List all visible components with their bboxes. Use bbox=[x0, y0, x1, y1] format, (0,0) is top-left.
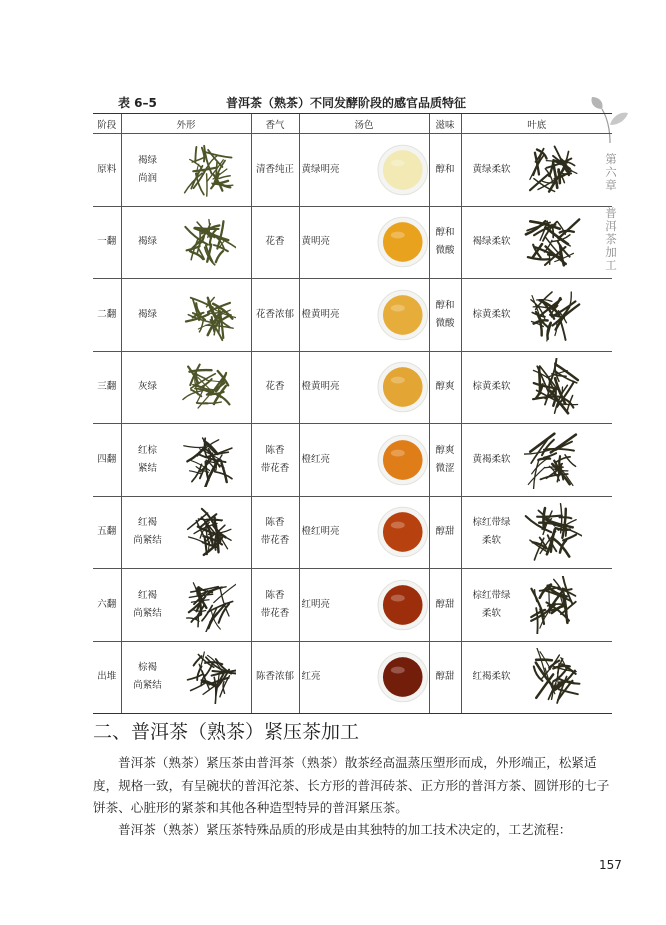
stage-cell: 四翻 bbox=[93, 424, 121, 497]
infused-leaf-cell bbox=[461, 641, 612, 714]
infused-leaf-cell bbox=[461, 569, 612, 642]
table-row bbox=[93, 351, 612, 424]
infused-leaf-line: 棕黄柔软 bbox=[472, 308, 511, 320]
soup-color-text: 黄明亮 bbox=[301, 236, 331, 248]
table-row bbox=[93, 206, 612, 279]
soup-color-text: 橙黄明亮 bbox=[301, 381, 340, 393]
appearance-cell bbox=[121, 424, 251, 497]
stage-cell: 六翻 bbox=[93, 569, 121, 642]
infused-leaf-cell bbox=[461, 424, 612, 497]
soup-color-cell bbox=[299, 569, 429, 642]
table-row bbox=[93, 496, 612, 569]
infused-leaf-text bbox=[462, 587, 522, 623]
tea-soup-cup-icon bbox=[377, 144, 429, 196]
infused-leaf-cell bbox=[461, 496, 612, 569]
appearance-line: 褐绿 bbox=[137, 308, 157, 320]
paragraph: 普洱茶（熟茶）紧压茶由普洱茶（熟茶）散茶经高温蒸压塑形而成，外形端正，松紧适度，规格一致，有呈碗状的普洱沱茶、长方形的普洱砖茶、正方形的普洱方茶、圆饼形的七子饼茶、心脏形的紧茶和其他各种造型特异的普洱紧压茶。 bbox=[93, 755, 610, 815]
taste-cell bbox=[429, 206, 461, 279]
aroma-cell bbox=[251, 496, 299, 569]
appearance-line: 红褐 bbox=[137, 589, 157, 601]
infused-leaf-line: 黄褐柔软 bbox=[472, 453, 511, 465]
appearance-line: 褐绿 bbox=[137, 154, 157, 166]
tea-soup-cup-icon bbox=[377, 434, 429, 486]
appearance-line: 尚紧结 bbox=[133, 607, 162, 619]
infused-leaf-cell bbox=[461, 206, 612, 279]
aroma-cell bbox=[251, 569, 299, 642]
soup-color-cell bbox=[299, 351, 429, 424]
header-infused-leaf: 叶底 bbox=[461, 114, 612, 134]
infused-leaf-text bbox=[462, 451, 522, 469]
soup-color-cell bbox=[299, 279, 429, 352]
soup-color-text: 橙红亮 bbox=[301, 453, 331, 465]
aroma-cell bbox=[251, 279, 299, 352]
infused-leaf-line: 黄绿柔软 bbox=[472, 163, 511, 175]
appearance-line: 红棕 bbox=[137, 444, 157, 456]
appearance-line: 灰绿 bbox=[137, 381, 157, 393]
soup-color-cell bbox=[299, 134, 429, 207]
appearance-line: 尚润 bbox=[137, 172, 157, 184]
infused-leaf-line: 红褐柔软 bbox=[472, 671, 511, 683]
page-number: 157 bbox=[599, 858, 622, 872]
appearance-cell bbox=[121, 206, 251, 279]
taste-line: 醇和 bbox=[435, 163, 455, 175]
infused-leaf-text bbox=[462, 306, 522, 324]
header-aroma: 香气 bbox=[251, 114, 299, 134]
header-appearance: 外形 bbox=[121, 114, 251, 134]
infused-leaf-cell bbox=[461, 351, 612, 424]
aroma-cell bbox=[251, 134, 299, 207]
taste-line: 醇和 bbox=[435, 299, 455, 311]
taste-cell bbox=[429, 496, 461, 569]
aroma-line: 带花香 bbox=[260, 462, 290, 474]
soup-color-cell bbox=[299, 206, 429, 279]
soup-color-text: 黄绿明亮 bbox=[301, 163, 340, 175]
aroma-line: 花香 bbox=[265, 381, 285, 393]
infused-leaf-image bbox=[524, 286, 582, 344]
aroma-cell bbox=[251, 424, 299, 497]
aroma-line: 带花香 bbox=[260, 535, 290, 547]
dry-tea-leaf-image bbox=[182, 433, 236, 487]
taste-line: 微涩 bbox=[435, 462, 455, 474]
aroma-line: 陈香 bbox=[265, 444, 285, 456]
appearance-text bbox=[122, 659, 174, 695]
soup-color-text: 橙红明亮 bbox=[301, 526, 340, 538]
table-header-row bbox=[93, 114, 612, 134]
soup-color-text: 红亮 bbox=[301, 671, 321, 683]
appearance-cell bbox=[121, 351, 251, 424]
infused-leaf-image bbox=[524, 141, 582, 199]
aroma-cell bbox=[251, 206, 299, 279]
taste-cell bbox=[429, 569, 461, 642]
appearance-cell bbox=[121, 569, 251, 642]
infused-leaf-text bbox=[462, 233, 522, 251]
paragraph: 普洱茶（熟茶）紧压茶特殊品质的形成是由其独特的加工技术决定的，工艺流程： bbox=[118, 822, 572, 837]
table-row bbox=[93, 424, 612, 497]
dry-tea-leaf-image bbox=[182, 215, 236, 269]
appearance-text bbox=[122, 442, 174, 478]
appearance-line: 红褐 bbox=[137, 517, 157, 529]
taste-line: 醇和 bbox=[435, 227, 455, 239]
soup-color-cell bbox=[299, 424, 429, 497]
stage-cell: 三翻 bbox=[93, 351, 121, 424]
appearance-text bbox=[122, 378, 174, 396]
table-number: 表 6–5 bbox=[118, 96, 157, 110]
infused-leaf-line: 棕红带绿 bbox=[472, 589, 511, 601]
dry-tea-leaf-image bbox=[182, 578, 236, 632]
soup-color-text: 橙黄明亮 bbox=[301, 308, 340, 320]
taste-line: 醇甜 bbox=[435, 526, 455, 538]
aroma-line: 花香 bbox=[265, 236, 285, 248]
dry-tea-leaf-image bbox=[182, 650, 236, 704]
header-taste: 滋味 bbox=[429, 114, 461, 134]
infused-leaf-text bbox=[462, 378, 522, 396]
appearance-line: 尚紧结 bbox=[133, 535, 162, 547]
taste-cell bbox=[429, 641, 461, 714]
stage-cell: 原料 bbox=[93, 134, 121, 207]
taste-line: 醇甜 bbox=[435, 671, 455, 683]
infused-leaf-line: 褐绿柔软 bbox=[472, 236, 511, 248]
appearance-text bbox=[122, 587, 174, 623]
infused-leaf-line: 棕黄柔软 bbox=[472, 381, 511, 393]
infused-leaf-cell bbox=[461, 279, 612, 352]
tea-soup-cup-icon bbox=[377, 289, 429, 341]
tea-soup-cup-icon bbox=[377, 361, 429, 413]
aroma-line: 陈香 bbox=[265, 589, 285, 601]
table-row bbox=[93, 279, 612, 352]
infused-leaf-cell bbox=[461, 134, 612, 207]
taste-cell bbox=[429, 424, 461, 497]
infused-leaf-text bbox=[462, 514, 522, 550]
aroma-line: 陈香浓郁 bbox=[255, 671, 294, 683]
aroma-cell bbox=[251, 641, 299, 714]
dry-tea-leaf-image bbox=[182, 143, 236, 197]
dry-tea-leaf-image bbox=[182, 505, 236, 559]
tea-soup-cup-icon bbox=[377, 579, 429, 631]
stage-cell: 五翻 bbox=[93, 496, 121, 569]
appearance-line: 尚紧结 bbox=[133, 680, 162, 692]
taste-cell bbox=[429, 279, 461, 352]
infused-leaf-text bbox=[462, 668, 522, 686]
aroma-line: 带花香 bbox=[260, 607, 290, 619]
appearance-cell bbox=[121, 641, 251, 714]
infused-leaf-image bbox=[524, 648, 582, 706]
infused-leaf-text bbox=[462, 161, 522, 179]
soup-color-text: 红明亮 bbox=[301, 598, 331, 610]
tea-soup-cup-icon bbox=[377, 651, 429, 703]
appearance-text bbox=[122, 152, 174, 188]
dry-tea-leaf-image bbox=[182, 288, 236, 342]
soup-color-cell bbox=[299, 641, 429, 714]
table-title: 普洱茶（熟茶）不同发酵阶段的感官品质特征 bbox=[226, 96, 467, 110]
appearance-text bbox=[122, 306, 174, 324]
aroma-line: 陈香 bbox=[265, 517, 285, 529]
taste-line: 微酸 bbox=[435, 245, 455, 257]
dry-tea-leaf-image bbox=[182, 360, 236, 414]
taste-line: 醇甜 bbox=[435, 598, 455, 610]
table-caption bbox=[118, 94, 566, 114]
table-row bbox=[93, 569, 612, 642]
section-heading: 二、普洱茶（熟茶）紧压茶加工 bbox=[93, 721, 360, 743]
taste-line: 微酸 bbox=[435, 317, 455, 329]
infused-leaf-image bbox=[524, 431, 582, 489]
appearance-text bbox=[122, 514, 174, 550]
header-soup-color: 汤色 bbox=[299, 114, 429, 134]
aroma-line: 清香纯正 bbox=[255, 163, 294, 175]
chapter-label: 第六章 bbox=[605, 152, 617, 192]
taste-line: 醇爽 bbox=[435, 381, 455, 393]
table-row bbox=[93, 641, 612, 714]
aroma-cell bbox=[251, 351, 299, 424]
appearance-cell bbox=[121, 279, 251, 352]
taste-cell bbox=[429, 134, 461, 207]
table-row bbox=[93, 134, 612, 207]
appearance-line: 棕褐 bbox=[137, 662, 157, 674]
stage-cell: 二翻 bbox=[93, 279, 121, 352]
stage-cell: 出堆 bbox=[93, 641, 121, 714]
header-stage: 阶段 bbox=[93, 114, 121, 134]
taste-cell bbox=[429, 351, 461, 424]
fermentation-quality-table bbox=[93, 113, 612, 714]
appearance-line: 褐绿 bbox=[137, 236, 157, 248]
soup-color-cell bbox=[299, 496, 429, 569]
infused-leaf-line: 柔软 bbox=[481, 607, 501, 619]
appearance-cell bbox=[121, 496, 251, 569]
appearance-line: 紧结 bbox=[137, 462, 157, 474]
tea-soup-cup-icon bbox=[377, 506, 429, 558]
infused-leaf-image bbox=[524, 576, 582, 634]
appearance-cell bbox=[121, 134, 251, 207]
taste-line: 醇爽 bbox=[435, 444, 455, 456]
chapter-title: 普洱茶加工 bbox=[605, 206, 617, 272]
appearance-text bbox=[122, 233, 174, 251]
infused-leaf-image bbox=[524, 503, 582, 561]
infused-leaf-line: 棕红带绿 bbox=[472, 517, 511, 529]
infused-leaf-image bbox=[524, 213, 582, 271]
stage-cell: 一翻 bbox=[93, 206, 121, 279]
aroma-line: 花香浓郁 bbox=[255, 308, 294, 320]
infused-leaf-line: 柔软 bbox=[481, 535, 501, 547]
tea-soup-cup-icon bbox=[377, 216, 429, 268]
infused-leaf-image bbox=[524, 358, 582, 416]
